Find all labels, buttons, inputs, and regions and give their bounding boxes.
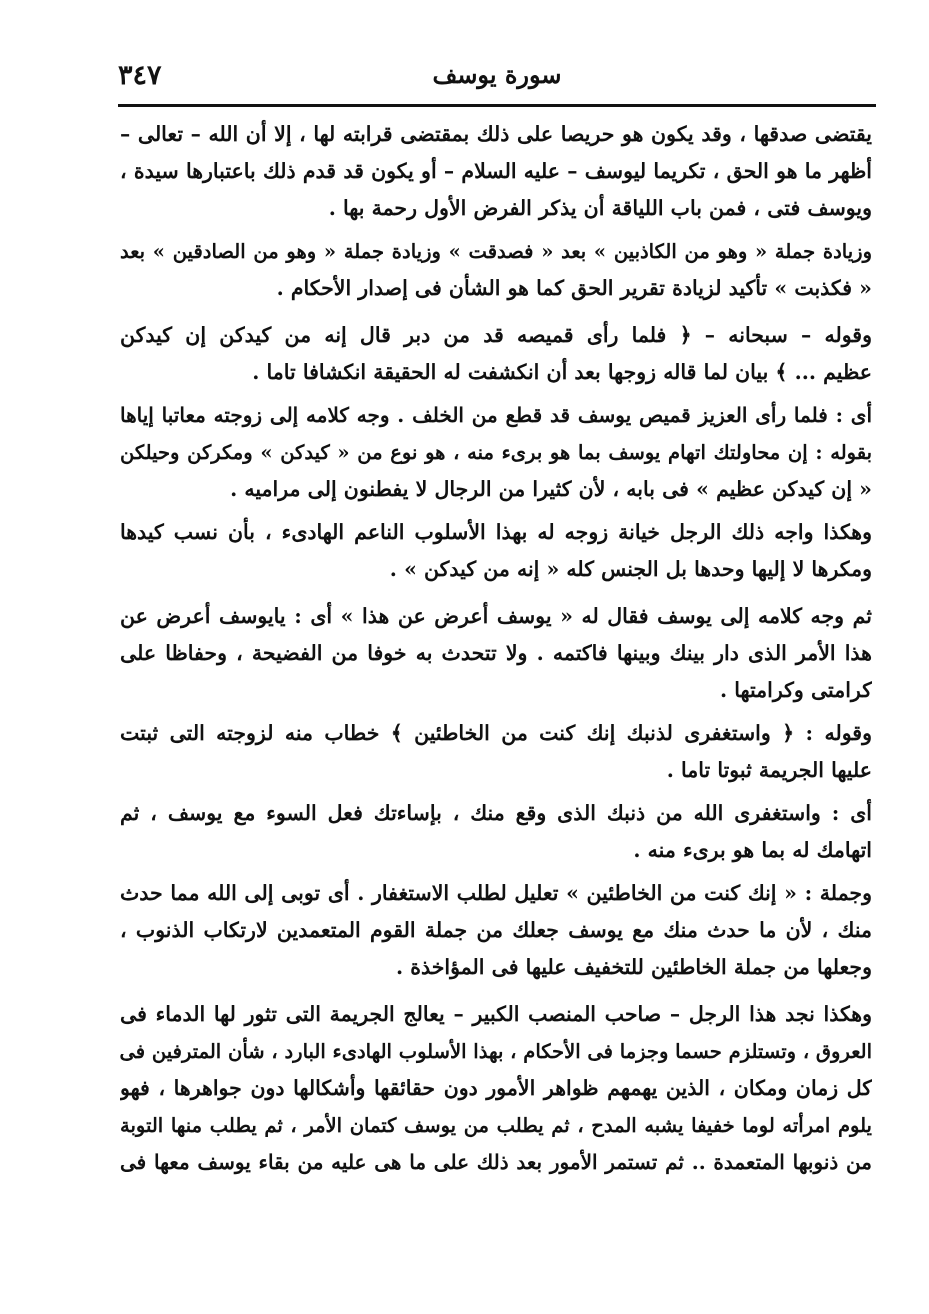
page-number: ٣٤٧ (118, 60, 162, 91)
text-line: كل زمان ومكان ، الذين يهمهم ظواهر الأمور دون حقائقها وأشكالها دون جواهرها ، فهو (120, 1076, 872, 1100)
text-line: وزيادة جملة « وهو من الكاذبين » بعد « فصدقت » وزيادة جملة « وهو من الصادقين » بعد (120, 240, 872, 263)
paragraph (120, 397, 872, 508)
paragraph (120, 514, 872, 588)
text-line: ويوسف فتى ، فمن باب اللياقة أن يذكر الفرض الأول رحمة بها . (328, 196, 872, 220)
text-line: منك ، لأن ما حدث منك مع يوسف جعلك من جملة القوم المتعمدين لارتكاب الذنوب ، (120, 918, 872, 942)
text-line: وقوله – سبحانه – ﴿ فلما رأى قميصه قد من دبر قال إنه من كيدكن إن كيدكن (120, 323, 872, 347)
header-rule (118, 104, 876, 107)
paragraph (120, 317, 872, 391)
paragraph (120, 598, 872, 709)
text-line: أى : واستغفرى الله من ذنبك الذى وقع منك ، بإساءتك فعل السوء مع يوسف ، ثم (120, 801, 872, 825)
text-line: العروق ، وتستلزم حسما وجزما فى الأحكام ، بهذا الأسلوب الهادىء البارد ، شأن المترفين فى (120, 1040, 872, 1063)
text-line: أظهر ما هو الحق ، تكريما ليوسف – عليه السلام – أو يكون قد قدم ذلك باعتبارها سيدة ، (120, 159, 872, 183)
text-line: عليها الجريمة ثبوتا تاما . (666, 758, 872, 782)
text-line: « إن كيدكن عظيم » فى بابه ، لأن كثيرا من الرجال لا يفطنون إلى مراميه . (230, 477, 872, 501)
text-line: « فكذبت » تأكيد لزيادة تقرير الحق كما هو الشأن فى إصدار الأحكام . (276, 276, 872, 300)
page-body (120, 116, 872, 1266)
text-line: يلوم امرأته لوما خفيفا يشبه المدح ، ثم يطلب من يوسف كتمان الأمر ، ثم يطلب منها التوبة (120, 1114, 872, 1137)
text-line: هذا الأمر الذى دار بينك وبينها فاكتمه . ولا تتحدث به خوفا من الفضيحة ، وحفاظا على (120, 641, 872, 665)
text-line: بقوله : إن محاولتك اتهام يوسف بما هو برىء منه ، هو نوع من « كيدكن » ومكركن وحيلكن (120, 441, 872, 464)
text-line: وقوله : ﴿ واستغفرى لذنبك إنك كنت من الخاطئين ﴾ خطاب منه لزوجته التى ثبتت (120, 721, 872, 745)
text-line: وجعلها من جملة الخاطئين للتخفيف عليها فى المؤاخذة . (395, 955, 872, 979)
text-line: أى : فلما رأى العزيز قميص يوسف قد قطع من الخلف . وجه كلامه إلى زوجته معاتبا إياها (120, 403, 872, 427)
paragraph (120, 116, 872, 227)
text-line: اتهامك له بما هو برىء منه . (633, 838, 872, 862)
page-header (118, 56, 876, 100)
text-line: ومكرها لا إليها وحدها بل الجنس كله « إنه من كيدكن » . (389, 557, 872, 581)
paragraph (120, 875, 872, 986)
text-line: كرامتى وكرامتها . (720, 678, 872, 702)
text-line: يقتضى صدقها ، وقد يكون هو حريصا على ذلك بمقتضى قرابته لها ، إلا أن الله – تعالى – (120, 122, 872, 146)
paragraph (120, 795, 872, 869)
text-line: وهكذا نجد هذا الرجل – صاحب المنصب الكبير – يعالج الجريمة التى تثور لها الدماء فى (120, 1002, 872, 1026)
paragraph (120, 715, 872, 789)
text-line: وهكذا واجه ذلك الرجل خيانة زوجه له بهذا الأسلوب الناعم الهادىء ، بأن نسب كيدها (120, 520, 872, 544)
paragraph (120, 233, 872, 307)
text-line: ثم وجه كلامه إلى يوسف فقال له « يوسف أعرض عن هذا » أى : يايوسف أعرض عن (120, 604, 872, 628)
text-line: عظيم ... ﴾ بيان لما قاله زوجها بعد أن انكشفت له الحقيقة انكشافا تاما . (252, 360, 872, 384)
surah-title: سورة يوسف (432, 60, 562, 89)
text-line: من ذنوبها المتعمدة .. ثم تستمر الأمور بعد ذلك على ما هى عليه من بقاء يوسف معها فى (120, 1150, 872, 1174)
text-line: وجملة : « إنك كنت من الخاطئين » تعليل لطلب الاستغفار . أى توبى إلى الله مما حدث (120, 881, 872, 905)
paragraph (120, 996, 872, 1181)
